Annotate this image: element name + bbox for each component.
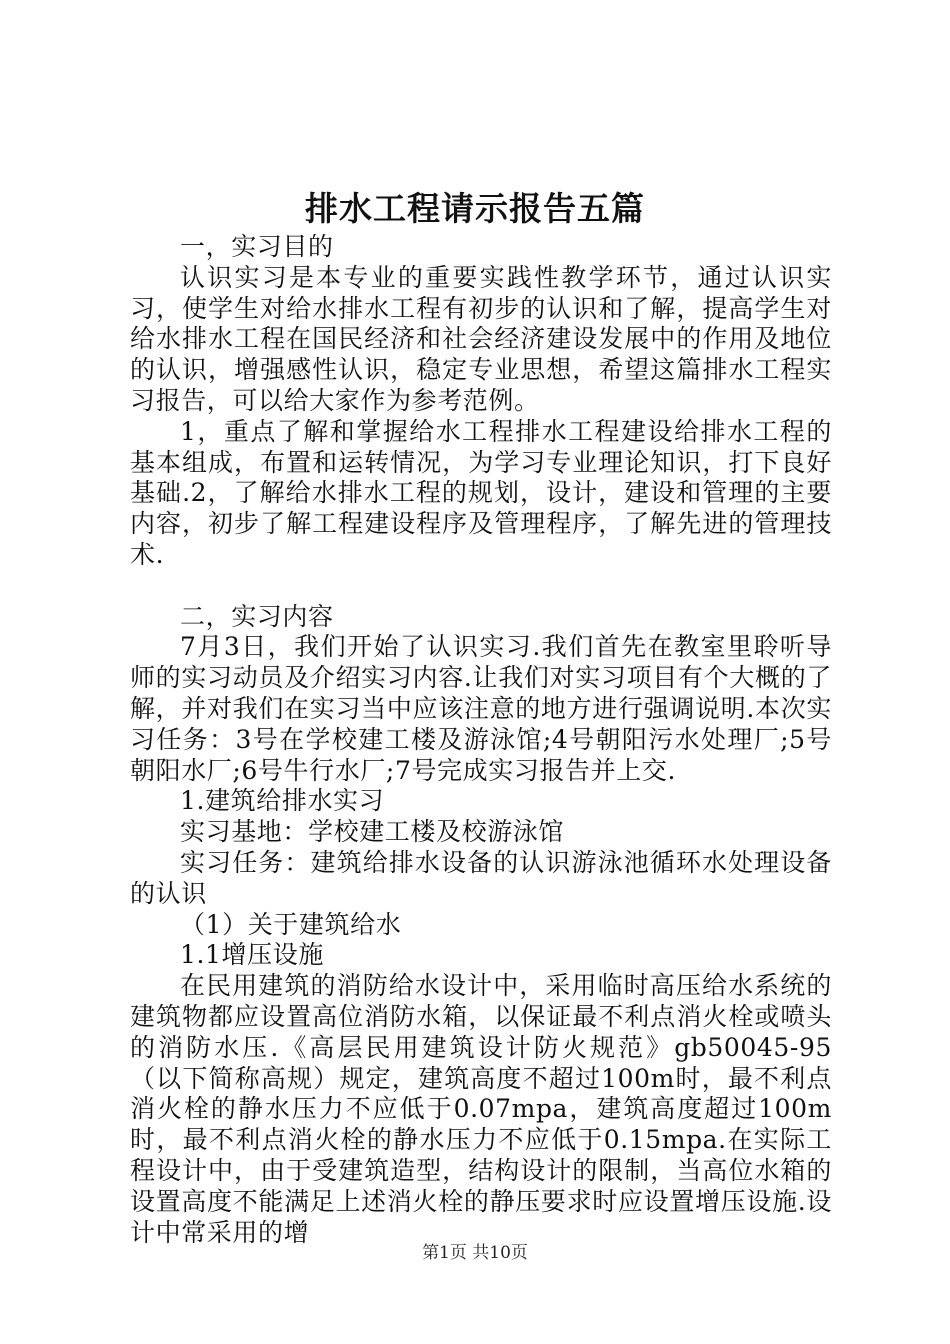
paragraph-content-schedule: 7月3日，我们开始了认识实习.我们首先在教室里聆听导师的实习动员及介绍实习内容.让我们对实习项目有个大概的了解，并对我们在实习当中应该注意的地方进行强调说明.本次实习任务：3号在学校建工楼及游泳馆;4号朝阳污水处理厂;5号朝阳水厂;6号牛行水厂;7号完成实习报告并上交. bbox=[130, 632, 832, 785]
paragraph-booster-details: 在民用建筑的消防给水设计中，采用临时高压给水系统的建筑物都应设置高位消防水箱，以保证最不利点消火栓或喷头的消防水压.《高层民用建筑设计防火规范》gb50045-95（以下简称高规）规定，建筑高度不超过100m时，最不利点消火栓的静水压力不应低于0.07mpa，建筑高度超过100m时，最不利点消火栓的静水压力不应低于0.15mpa.在实际工程设计中，由于受建筑造型，结构设计的限制，当高位水箱的设置高度不能满足上述消火栓的静压要求时应设置增压设施.设计中常采用的增 bbox=[130, 971, 832, 1247]
subheading-building-water-supply: （1）关于建筑给水 bbox=[180, 909, 402, 939]
paragraph-practice-task: 实习任务：建筑给排水设备的认识游泳池循环水处理设备的认识 bbox=[130, 847, 832, 908]
subheading-building-practice: 1.建筑给排水实习 bbox=[180, 786, 385, 816]
subheading-booster-facilities: 1.1增压设施 bbox=[180, 940, 324, 970]
section-heading-purpose: 一，实习目的 bbox=[180, 232, 334, 261]
paragraph-spacer bbox=[130, 571, 832, 602]
paragraph-purpose-points: 1，重点了解和掌握给水工程排水工程建设给排水工程的基本组成，布置和运转情况，为学习专业理论知识，打下良好基础.2，了解给水排水工程的规划，设计，建设和管理的主要内容，初步了解工程建设程序及管理程序，了解先进的管理技术. bbox=[130, 416, 832, 569]
paragraph-practice-base: 实习基地：学校建工楼及校游泳馆 bbox=[180, 817, 565, 847]
page-footer: 第1页 共10页 bbox=[422, 1243, 528, 1263]
document-title: 排水工程请示报告五篇 bbox=[305, 189, 645, 228]
paragraph-purpose-intro: 认识实习是本专业的重要实践性教学环节，通过认识实习，使学生对给水排水工程有初步的认识和了解，提高学生对给水排水工程在国民经济和社会经济建设发展中的作用及地位的认识，增强感性认识，稳定专业思想，希望这篇排水工程实习报告，可以给大家作为参考范例。 bbox=[130, 262, 832, 415]
section-heading-content: 二，实习内容 bbox=[180, 601, 334, 631]
document-body bbox=[130, 232, 832, 1248]
